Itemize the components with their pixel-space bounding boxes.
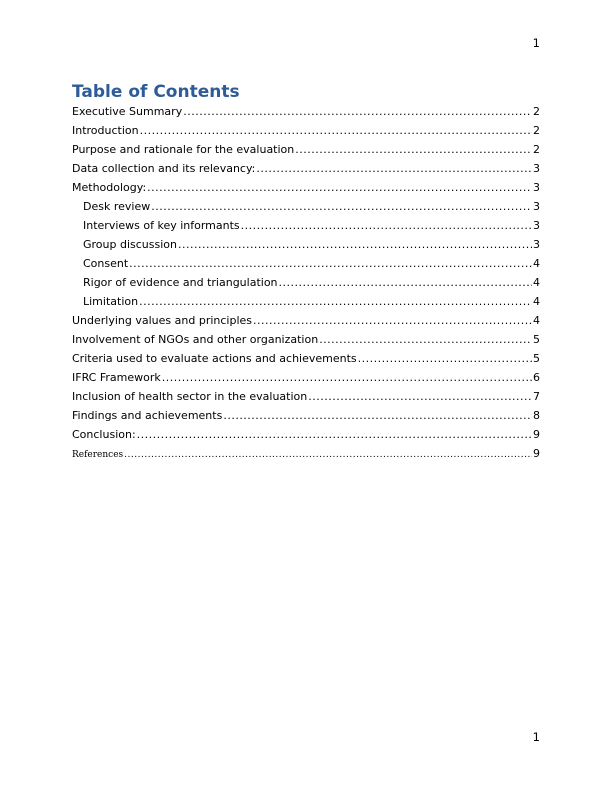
toc-entry-label[interactable]: Desk review xyxy=(83,200,151,213)
toc-entry-label[interactable]: Executive Summary xyxy=(72,105,183,118)
toc-entry[interactable] xyxy=(72,406,540,425)
toc-dot-leader xyxy=(162,368,532,387)
toc-entry-page-number[interactable]: 2 xyxy=(533,105,540,118)
toc-entry-label[interactable]: Introduction xyxy=(72,124,139,137)
toc-entry-label[interactable]: Criteria used to evaluate actions and achievements xyxy=(72,352,357,365)
toc-dot-leader xyxy=(137,425,532,444)
toc-dot-leader xyxy=(256,159,532,178)
toc-entry-label[interactable]: Rigor of evidence and triangulation xyxy=(83,276,278,289)
toc-entry-page-number[interactable]: 3 xyxy=(533,181,540,194)
toc-dot-leader xyxy=(139,292,532,311)
toc-entry-page-number[interactable]: 3 xyxy=(533,238,540,251)
toc-dot-leader xyxy=(147,178,532,197)
toc-dot-leader xyxy=(295,140,532,159)
toc-entry-label[interactable]: Involvement of NGOs and other organization xyxy=(72,333,319,346)
toc-entry[interactable] xyxy=(72,273,540,292)
toc-dot-leader xyxy=(124,446,532,463)
toc-entry-page-number[interactable]: 6 xyxy=(533,371,540,384)
toc-entry[interactable] xyxy=(72,216,540,235)
toc-entry-label[interactable]: Inclusion of health sector in the evaluation xyxy=(72,390,308,403)
toc-entry-page-number[interactable]: 2 xyxy=(533,124,540,137)
toc-entry-label[interactable]: Conclusion: xyxy=(72,428,136,441)
toc-entry[interactable] xyxy=(72,292,540,311)
toc-entry-label[interactable]: Interviews of key informants xyxy=(83,219,240,232)
toc-entry[interactable] xyxy=(72,444,540,463)
toc-entry[interactable] xyxy=(72,425,540,444)
toc-entry[interactable] xyxy=(72,140,540,159)
toc-entry[interactable] xyxy=(72,330,540,349)
toc-entry[interactable] xyxy=(72,235,540,254)
toc-title: Table of Contents xyxy=(72,82,240,102)
toc-entry-label[interactable]: IFRC Framework xyxy=(72,371,161,384)
toc-entry-page-number[interactable]: 3 xyxy=(533,219,540,232)
toc-entry-label[interactable]: Group discussion xyxy=(83,238,177,251)
toc-dot-leader xyxy=(241,216,532,235)
toc-dot-leader xyxy=(140,121,532,140)
toc-entry-page-number[interactable]: 3 xyxy=(533,200,540,213)
toc-entry-page-number[interactable]: 7 xyxy=(533,390,540,403)
toc-dot-leader xyxy=(358,349,532,368)
toc-entry-page-number[interactable]: 9 xyxy=(533,428,540,441)
toc-entry-page-number[interactable]: 4 xyxy=(533,276,540,289)
toc-dot-leader xyxy=(151,197,532,216)
toc-entry-page-number[interactable]: 8 xyxy=(533,409,540,422)
toc-entry-label[interactable]: Data collection and its relevancy: xyxy=(72,162,256,175)
toc-entry-label[interactable]: Underlying values and principles xyxy=(72,314,253,327)
toc-dot-leader xyxy=(183,102,532,121)
toc-entry[interactable] xyxy=(72,102,540,121)
toc-entry-label[interactable]: References xyxy=(72,450,124,460)
toc-entry-page-number[interactable]: 3 xyxy=(533,162,540,175)
toc-dot-leader xyxy=(223,406,532,425)
toc-entry-page-number[interactable]: 5 xyxy=(533,352,540,365)
toc-entry[interactable] xyxy=(72,159,540,178)
toc-entry[interactable] xyxy=(72,311,540,330)
toc-entry[interactable] xyxy=(72,178,540,197)
toc-entry[interactable] xyxy=(72,121,540,140)
footer-page-number: 1 xyxy=(532,730,540,744)
toc-entry-page-number[interactable]: 4 xyxy=(533,257,540,270)
toc-entry-page-number[interactable]: 2 xyxy=(533,143,540,156)
toc-entry-list xyxy=(72,102,540,463)
toc-entry-label[interactable]: Consent xyxy=(83,257,129,270)
toc-entry-label[interactable]: Purpose and rationale for the evaluation xyxy=(72,143,295,156)
toc-entry[interactable] xyxy=(72,254,540,273)
toc-entry[interactable] xyxy=(72,349,540,368)
header-page-number: 1 xyxy=(532,36,540,50)
toc-entry-label[interactable]: Findings and achievements xyxy=(72,409,223,422)
toc-entry-label[interactable]: Limitation xyxy=(83,295,139,308)
toc-entry-page-number[interactable]: 5 xyxy=(533,333,540,346)
toc-entry-page-number[interactable]: 4 xyxy=(533,295,540,308)
toc-entry[interactable] xyxy=(72,197,540,216)
toc-entry[interactable] xyxy=(72,387,540,406)
toc-entry[interactable] xyxy=(72,368,540,387)
toc-dot-leader xyxy=(129,254,532,273)
toc-dot-leader xyxy=(279,273,532,292)
toc-dot-leader xyxy=(308,387,532,406)
toc-entry-page-number[interactable]: 4 xyxy=(533,314,540,327)
toc-entry-label[interactable]: Methodology: xyxy=(72,181,147,194)
table-of-contents xyxy=(72,82,540,463)
toc-dot-leader xyxy=(178,235,532,254)
toc-entry-page-number[interactable]: 9 xyxy=(533,447,540,460)
toc-dot-leader xyxy=(253,311,532,330)
toc-dot-leader xyxy=(319,330,532,349)
